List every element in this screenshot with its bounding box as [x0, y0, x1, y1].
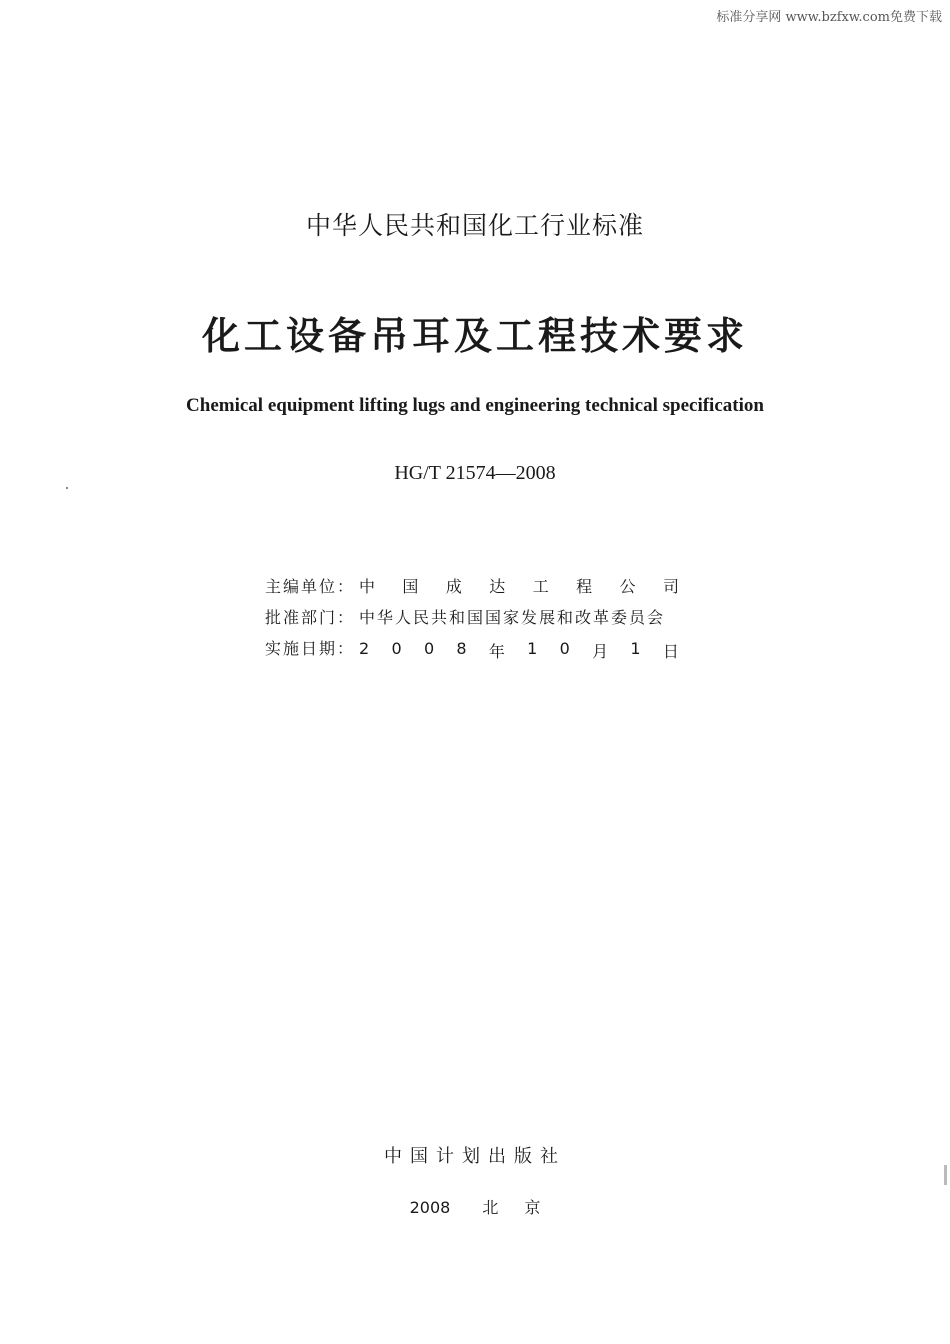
editor-char: 程 [576, 577, 593, 596]
publication-place-char: 京 [524, 1198, 541, 1217]
issuing-info-block [265, 574, 679, 667]
industry-standard-heading: 中华人民共和国化工行业标准 [305, 211, 644, 240]
approver-row [265, 605, 679, 636]
editor-char: 工 [532, 577, 549, 596]
date-char: 0 [559, 639, 570, 658]
scan-edge-mark [944, 1165, 947, 1185]
editor-value [359, 574, 679, 597]
editor-char: 公 [619, 577, 636, 596]
publisher-name: 中国计划出版社 [384, 1146, 566, 1167]
scan-speck [66, 487, 68, 489]
date-value [359, 639, 679, 662]
date-row [265, 636, 679, 667]
date-char: 1 [527, 639, 538, 658]
standard-number: HG/T 21574—2008 [394, 462, 556, 484]
date-char: 2 [359, 639, 370, 658]
editor-char: 成 [445, 577, 462, 596]
editor-char: 达 [489, 577, 506, 596]
publication-year: 2008 [409, 1198, 451, 1217]
date-label: 实施日期： [265, 639, 356, 658]
date-char: 月 [592, 642, 609, 661]
date-char: 日 [662, 642, 679, 661]
editor-char: 国 [402, 577, 419, 596]
date-char: 0 [391, 639, 402, 658]
date-char: 0 [423, 639, 435, 658]
date-char: 1 [630, 639, 641, 658]
approver-label: 批准部门： [265, 608, 356, 627]
editor-row [265, 574, 679, 605]
editor-char: 司 [662, 577, 679, 596]
publication-year-place [0, 1195, 950, 1218]
watermark-text: 标准分享网 www.bzfxw.com免费下载 [716, 10, 942, 25]
document-title-en: Chemical equipment lifting lugs and engineering technical specification [186, 395, 764, 416]
date-char: 8 [456, 639, 467, 658]
publication-place-char: 北 [482, 1198, 499, 1217]
document-title-cn: 化工设备吊耳及工程技术要求 [201, 314, 748, 358]
editor-char: 中 [359, 577, 376, 596]
approver-value: 中华人民共和国国家发展和改革委员会 [359, 608, 666, 627]
editor-label: 主编单位： [265, 577, 356, 596]
date-char: 年 [488, 642, 505, 661]
